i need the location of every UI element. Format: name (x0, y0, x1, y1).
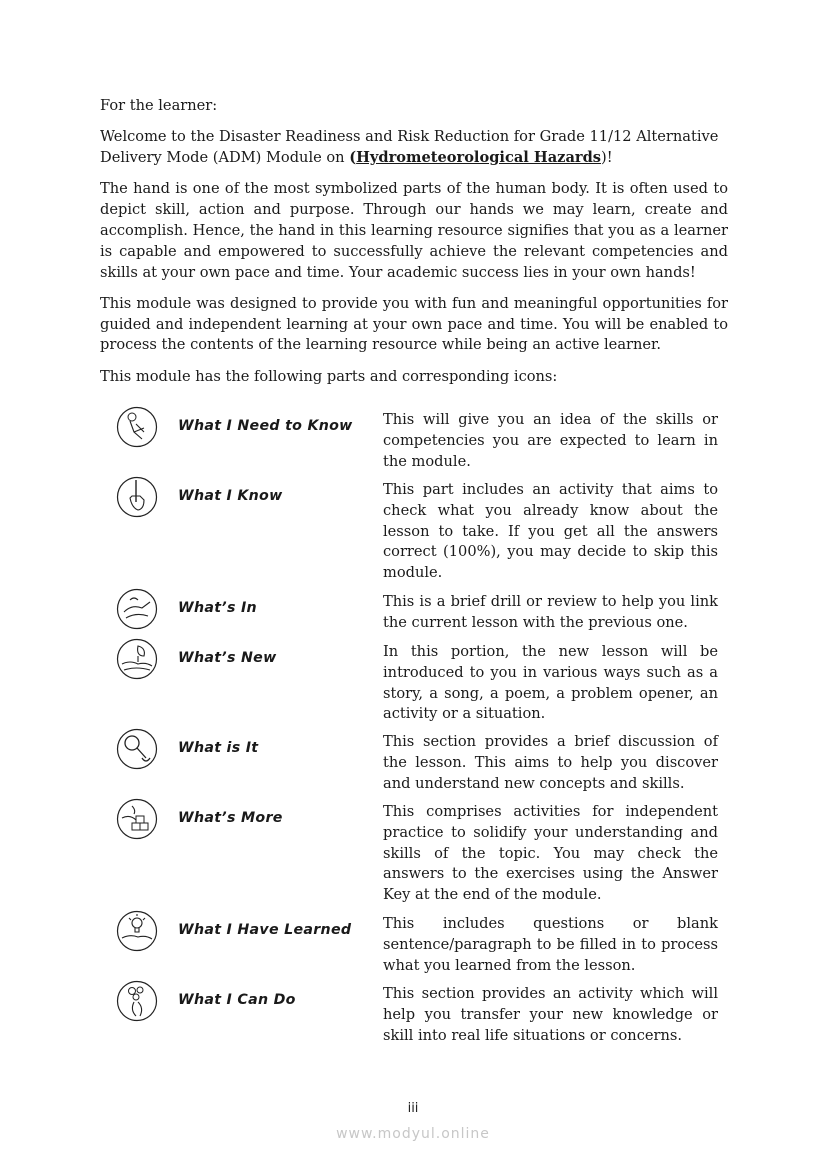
hand-writing-icon (116, 588, 158, 630)
hand-gears-icon (116, 980, 158, 1022)
welcome-text: Welcome to the Disaster Readiness and Risk Reduction for Grade 11/12 Alternative Delivery Mode (ADM) Module on (100, 128, 719, 167)
design-paragraph: This module was designed to provide you with fun and meaningful opportunities for guided and independent learning at your own pace and time. You will be enabled to process the contents of the learning resource while being an active learner. (100, 294, 728, 354)
part-label: What’s More (178, 810, 283, 826)
hand-paragraph: The hand is one of the most symbolized parts of the human body. It is often used to depict skill, action and purpose. Through our hands we may learn, create and accomplish. Hence, the hand in this learning resource signifies that you as a learner is capable and empowered to successfully achieve the relevant competencies and skills at your own pace and time. Your academic success lies in your own hands! (100, 180, 728, 281)
part-label: What’s In (178, 600, 257, 616)
part-label: What I Need to Know (178, 418, 353, 434)
welcome-paragraph (100, 127, 728, 169)
part-label: What I Can Do (178, 992, 296, 1008)
part-label: What’s New (178, 650, 277, 666)
welcome-open-paren: ( (349, 149, 357, 167)
heading: For the learner: (100, 97, 218, 114)
module-topic: Hydrometeorological Hazards (356, 149, 602, 167)
hand-lightbulb-icon (116, 910, 158, 952)
page-number: iii (407, 1101, 419, 1116)
part-description: This part includes an activity that aims to check what you already know about the lesson to take. If you get all the answers correct (100%), you may decide to skip this module. (383, 481, 718, 582)
parts-intro: This module has the following parts and corresponding icons: (100, 367, 558, 385)
part-label: What I Have Learned (178, 922, 352, 938)
part-description: This comprises activities for independent practice to solidify your understanding and skills of the topic. You may check the answers to the exercises using the Answer Key at the end of the module. (383, 803, 718, 904)
part-label: What is It (178, 740, 259, 756)
watermark: www.modyul.online (336, 1126, 490, 1142)
part-description: This is a brief drill or review to help you link the current lesson with the previous one. (383, 593, 718, 631)
welcome-close: )! (601, 149, 613, 167)
part-description: This will give you an idea of the skills or competencies you are expected to learn in the module. (383, 411, 718, 470)
hand-magnifier-icon (116, 728, 158, 770)
hand-pencil-icon (116, 476, 158, 518)
part-description: This section provides a brief discussion of the lesson. This aims to help you discover and understand new concepts and skills. (383, 733, 718, 792)
hand-blocks-icon (116, 798, 158, 840)
hand-plant-icon (116, 638, 158, 680)
part-description: In this portion, the new lesson will be introduced to you in various ways such as a story, a song, a poem, a problem opener, an activity or a situation. (383, 643, 718, 723)
part-description: This section provides an activity which will help you transfer your new knowledge or skill into real life situations or concerns. (383, 985, 718, 1044)
hand-pointing-icon (116, 406, 158, 448)
part-description: This includes questions or blank sentence/paragraph to be filled in to process what you learned from the lesson. (383, 915, 718, 974)
learner-intro (100, 96, 728, 398)
part-label: What I Know (178, 488, 283, 504)
